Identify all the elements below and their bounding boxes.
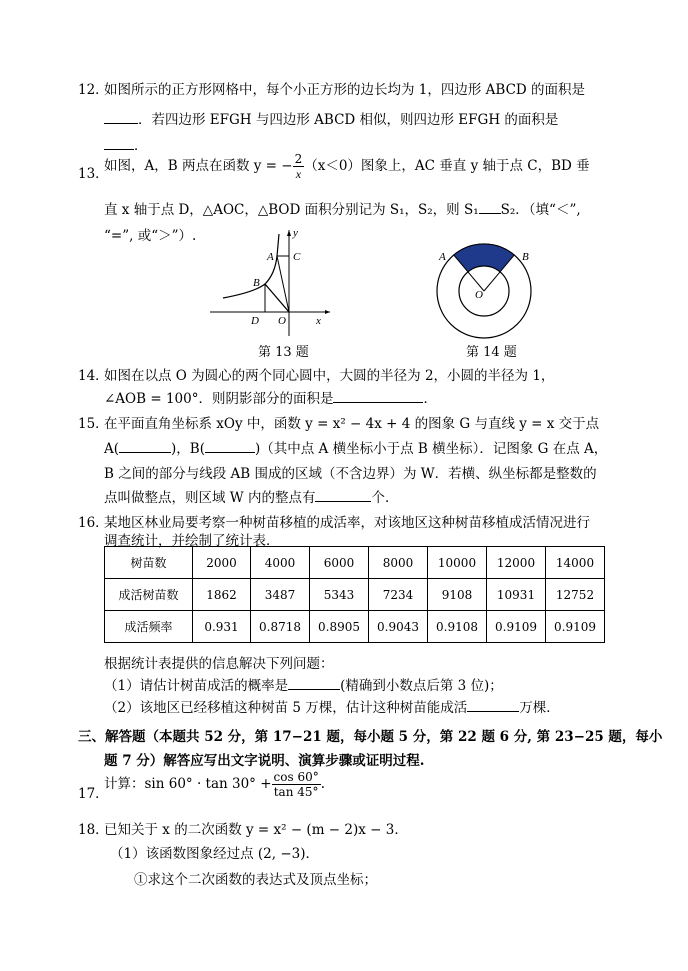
table-cell: 4000 [251, 547, 310, 579]
q16-line2: 调查统计，并绘制了统计表． [104, 533, 280, 549]
section-3-heading-line2: 题 7 分）解答应写出文字说明、演算步骤或证明过程. [104, 753, 425, 769]
q14-line1: 如图在以点 O 为圆心的两个同心圆中，大圆的半径为 2，小圆的半径为 1， [104, 368, 555, 384]
q16-after-text: 根据统计表提供的信息解决下列问题： [104, 656, 334, 672]
table-cell: 14000 [546, 547, 605, 579]
table-cell: 10000 [428, 547, 487, 579]
section-3-heading-line1: 三、解答题（本题共 52 分，第 17−21 题，每小题 5 分，第 22 题 6 分, 第 23−25 题，每小 [78, 729, 663, 745]
segment-ao [277, 256, 289, 312]
table-row [105, 611, 605, 643]
q17-number: 17． [78, 786, 109, 802]
table-cell: 0.8718 [251, 611, 310, 643]
q17-fraction: $\frac{\cos 60^\circ}{\tan 45^\circ}$ [273, 770, 319, 799]
q16-blank-prob[interactable] [288, 689, 340, 690]
q15-line2: A( )，B( )（其中点 A 横坐标小于点 B 横坐标）．记图象 G 在点 A， [104, 441, 608, 457]
q16-line1: 某地区林业局要考察一种树苗移植的成活率，对该地区这种树苗移植成活情况进行 [104, 515, 590, 531]
table-row [105, 579, 605, 611]
table-cell: 12752 [546, 579, 605, 611]
radius-ob [484, 272, 500, 291]
label-o: O [278, 315, 286, 327]
table-cell: 7234 [369, 579, 428, 611]
q18-line1: 已知关于 x 的二次函数 y = x² − (m − 2)x − 3． [104, 822, 408, 838]
q13-line1: 如图，A，B 两点在函数 y = − $\frac{2}{x}$ （x＜0）图象上，AC 垂直 y 轴于点 C，BD 垂 [104, 152, 590, 181]
table-row [105, 547, 605, 579]
label-o: O [475, 289, 483, 301]
q13-answer-blank[interactable] [479, 213, 501, 214]
q14-line2: ∠AOB = 100°．则阴影部分的面积是 ． [104, 391, 437, 407]
table-cell: 1862 [193, 579, 251, 611]
seedling-stats-table [104, 546, 605, 643]
shaded-annular-sector [454, 244, 514, 272]
figure-13-caption: 第 13 题 [258, 345, 309, 360]
label-x: x [316, 315, 321, 327]
q13-line3: “=”, 或“＞”）. [104, 228, 197, 244]
q15-blank-a[interactable] [119, 452, 171, 453]
q16-sub1: （1）请估计树苗成活的概率是 (精确到小数点后第 3 位)； [104, 678, 503, 694]
row-label: 树苗数 [105, 547, 193, 579]
q15-blank-b[interactable] [205, 452, 255, 453]
table-cell: 0.9043 [369, 611, 428, 643]
table-cell: 0.9108 [428, 611, 487, 643]
q18-subsub1: ①求这个二次函数的表达式及顶点坐标； [134, 872, 377, 888]
label-b: B [522, 251, 529, 263]
q12-line2: ．若四边形 EFGH 与四边形 ABCD 相似，则四边形 EFGH 的面积是 [104, 108, 558, 128]
q13-fraction: $\frac{2}{x}$ [294, 152, 303, 181]
q18-sub1: （1）该函数图象经过点 (2, −3)． [110, 846, 319, 862]
label-d: D [251, 315, 259, 327]
hyperbola-curve [223, 234, 279, 298]
q16-sub2: （2）该地区已经移植这种树苗 5 万棵，估计这种树苗能成活 万棵． [104, 700, 560, 716]
q16-blank-survive[interactable] [467, 711, 519, 712]
table-cell: 3487 [251, 579, 310, 611]
q18-number: 18． [78, 822, 109, 838]
label-b: B [253, 277, 260, 289]
q13-number: 13． [78, 166, 109, 182]
figure-14 [425, 232, 545, 340]
q15-line4: 点叫做整点，则区域 W 内的整点有 个． [104, 490, 399, 506]
q15-blank-count[interactable] [315, 501, 371, 502]
row-label: 成活树苗数 [105, 579, 193, 611]
q12-number: 12． [78, 82, 109, 98]
table-cell: 0.8905 [310, 611, 369, 643]
figure-13 [205, 226, 335, 338]
row-label: 成活频率 [105, 611, 193, 643]
q16-number: 16． [78, 515, 109, 531]
q12-answer-blank-2[interactable] [104, 149, 134, 150]
q12-line3: ． [104, 134, 148, 154]
table-cell: 5343 [310, 579, 369, 611]
table-cell: 12000 [487, 547, 546, 579]
table-cell: 0.9109 [546, 611, 605, 643]
table-cell: 9108 [428, 579, 487, 611]
q12-line1: 如图所示的正方形网格中，每个小正方形的边长均为 1，四边形 ABCD 的面积是 [104, 82, 586, 98]
q13-line2: 直 x 轴于点 D，△AOC，△BOD 面积分别记为 S₁，S₂，则 S₁ S₂．（填“＜”, [104, 202, 581, 218]
q15-number: 15． [78, 416, 109, 432]
table-cell: 0.931 [193, 611, 251, 643]
table-cell: 10931 [487, 579, 546, 611]
q15-line1: 在平面直角坐标系 xOy 中，函数 y = x² − 4x + 4 的图象 G 与直线 y = x 交于点 [104, 416, 600, 432]
table-cell: 2000 [193, 547, 251, 579]
table-cell: 0.9109 [487, 611, 546, 643]
label-a: A [267, 251, 274, 263]
q15-line3: B 之间的部分与线段 AB 围成的区域（不含边界）为 W．若横、纵坐标都是整数的 [104, 466, 597, 482]
label-a: A [439, 251, 446, 263]
label-y: y [293, 227, 298, 239]
table-cell: 8000 [369, 547, 428, 579]
label-c: C [293, 251, 301, 263]
segment-bo [265, 284, 289, 312]
q17-expression: 计算：sin 60° · tan 30° + $\frac{\cos 60^\circ}{\tan 45^\circ}$ . [104, 770, 326, 799]
figure-14-caption: 第 14 题 [466, 345, 517, 360]
q14-number: 14． [78, 368, 109, 384]
table-cell: 6000 [310, 547, 369, 579]
q14-answer-blank[interactable] [333, 402, 423, 403]
q12-answer-blank-1[interactable] [104, 123, 138, 124]
